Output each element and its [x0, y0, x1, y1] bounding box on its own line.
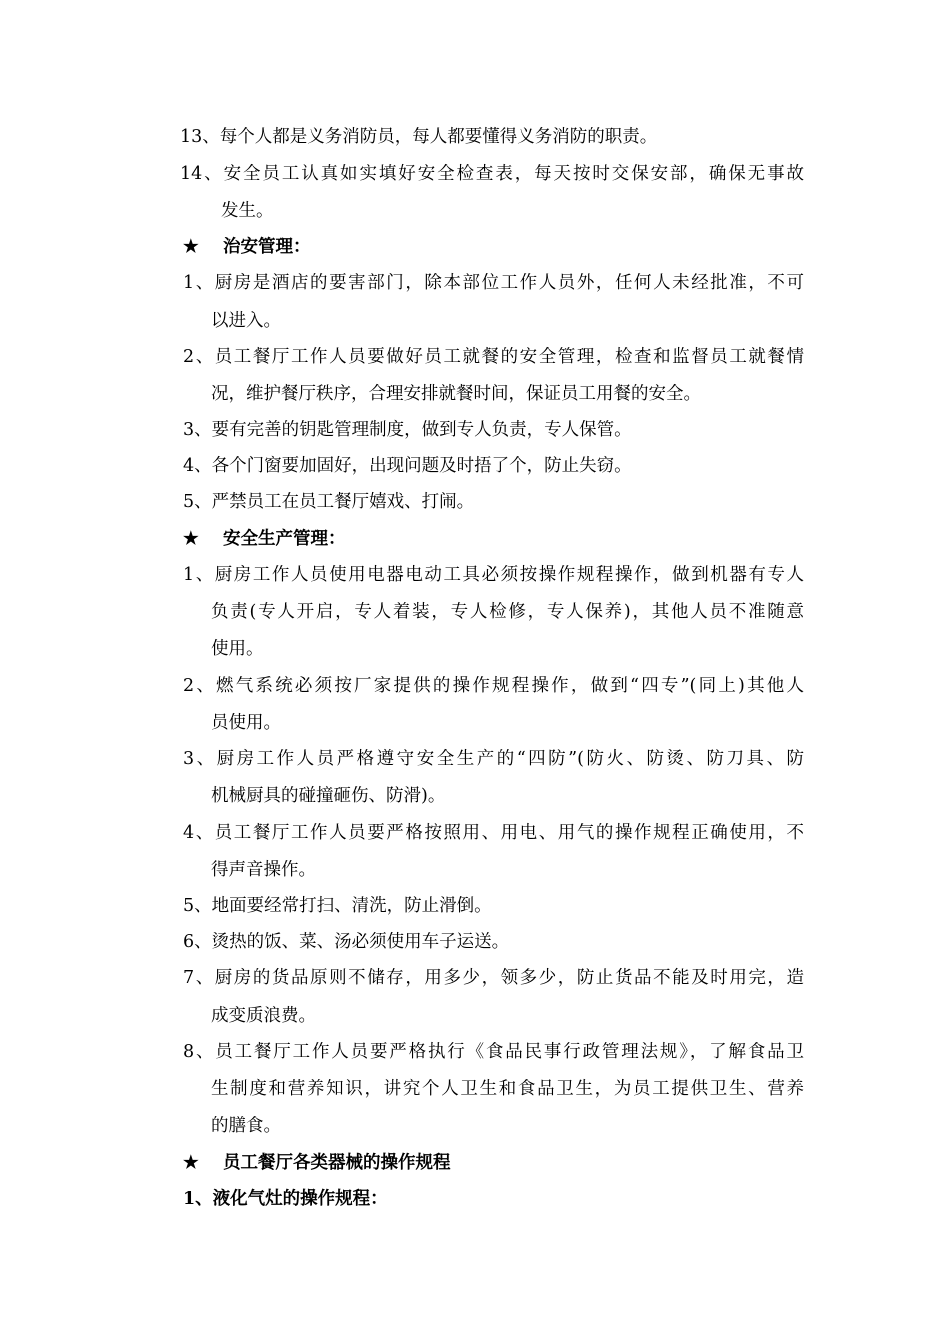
production-item-1-line-2: 负责(专人开启，专人着装，专人检修，专人保养)，其他人员不准随意: [211, 602, 804, 622]
star-icon: ★: [183, 529, 199, 549]
production-item-8-line-3: 的膳食。: [211, 1116, 281, 1136]
production-item-1-line-3: 使用。: [211, 639, 264, 659]
production-item-4-line-1: 4、员工餐厅工作人员要严格按照用、用电、用气的操作规程正确使用，不: [183, 823, 804, 843]
security-item-1-line-2: 以进入。: [211, 311, 281, 331]
star-icon: ★: [183, 237, 199, 257]
production-item-6: 6、烫热的饭、菜、汤必须使用车子运送。: [183, 932, 510, 952]
production-item-7-line-1: 7、厨房的货品原则不储存，用多少，领多少，防止货品不能及时用完，造: [183, 968, 804, 988]
security-item-1-line-1: 1、厨房是酒店的要害部门，除本部位工作人员外，任何人未经批准，不可: [183, 273, 804, 293]
section-heading-security-text: 治安管理：: [223, 237, 311, 257]
section-heading-equipment-text: 员工餐厅各类器械的操作规程: [223, 1153, 451, 1173]
section-heading-security: [183, 236, 311, 258]
item-14-line-2: 发生。: [221, 201, 274, 221]
security-item-5: 5、严禁员工在员工餐厅嬉戏、打闹。: [183, 492, 475, 512]
production-item-3-line-1: 3、厨房工作人员严格遵守安全生产的“四防”(防火、防烫、防刀具、防: [183, 749, 804, 769]
item-13: 13、每个人都是义务消防员，每人都要懂得义务消防的职责。: [180, 127, 658, 147]
production-item-7-line-2: 成变质浪费。: [211, 1006, 316, 1026]
production-item-8-line-2: 生制度和营养知识，讲究个人卫生和食品卫生，为员工提供卫生、营养: [211, 1079, 804, 1099]
section-heading-production-text: 安全生产管理：: [223, 529, 346, 549]
security-item-3: 3、要有完善的钥匙管理制度，做到专人负责，专人保管。: [183, 420, 632, 440]
item-14-line-1: 14、安全员工认真如实填好安全检查表，每天按时交保安部，确保无事故: [180, 164, 804, 184]
production-item-8-line-1: 8、员工餐厅工作人员要严格执行《食品民事行政管理法规》，了解食品卫: [183, 1042, 804, 1062]
production-item-5: 5、地面要经常打扫、清洗，防止滑倒。: [183, 896, 492, 916]
star-icon: ★: [183, 1153, 199, 1173]
production-item-2-line-2: 员使用。: [211, 713, 281, 733]
subsection-heading-gas-stove: 1、液化气灶的操作规程：: [183, 1189, 388, 1209]
security-item-2-line-2: 况，维护餐厅秩序，合理安排就餐时间，保证员工用餐的安全。: [211, 384, 701, 404]
security-item-4: 4、各个门窗要加固好，出现问题及时捂了个，防止失窃。: [183, 456, 632, 476]
production-item-3-line-2: 机械厨具的碰撞砸伤、防滑)。: [211, 786, 446, 806]
security-item-2-line-1: 2、员工餐厅工作人员要做好员工就餐的安全管理，检查和监督员工就餐情: [183, 347, 804, 367]
production-item-2-line-1: 2、燃气系统必须按厂家提供的操作规程操作，做到“四专”(同上)其他人: [183, 676, 804, 696]
production-item-4-line-2: 得声音操作。: [211, 860, 316, 880]
production-item-1-line-1: 1、厨房工作人员使用电器电动工具必须按操作规程操作，做到机器有专人: [183, 565, 804, 585]
section-heading-production: [183, 528, 346, 550]
section-heading-equipment: [183, 1152, 451, 1174]
